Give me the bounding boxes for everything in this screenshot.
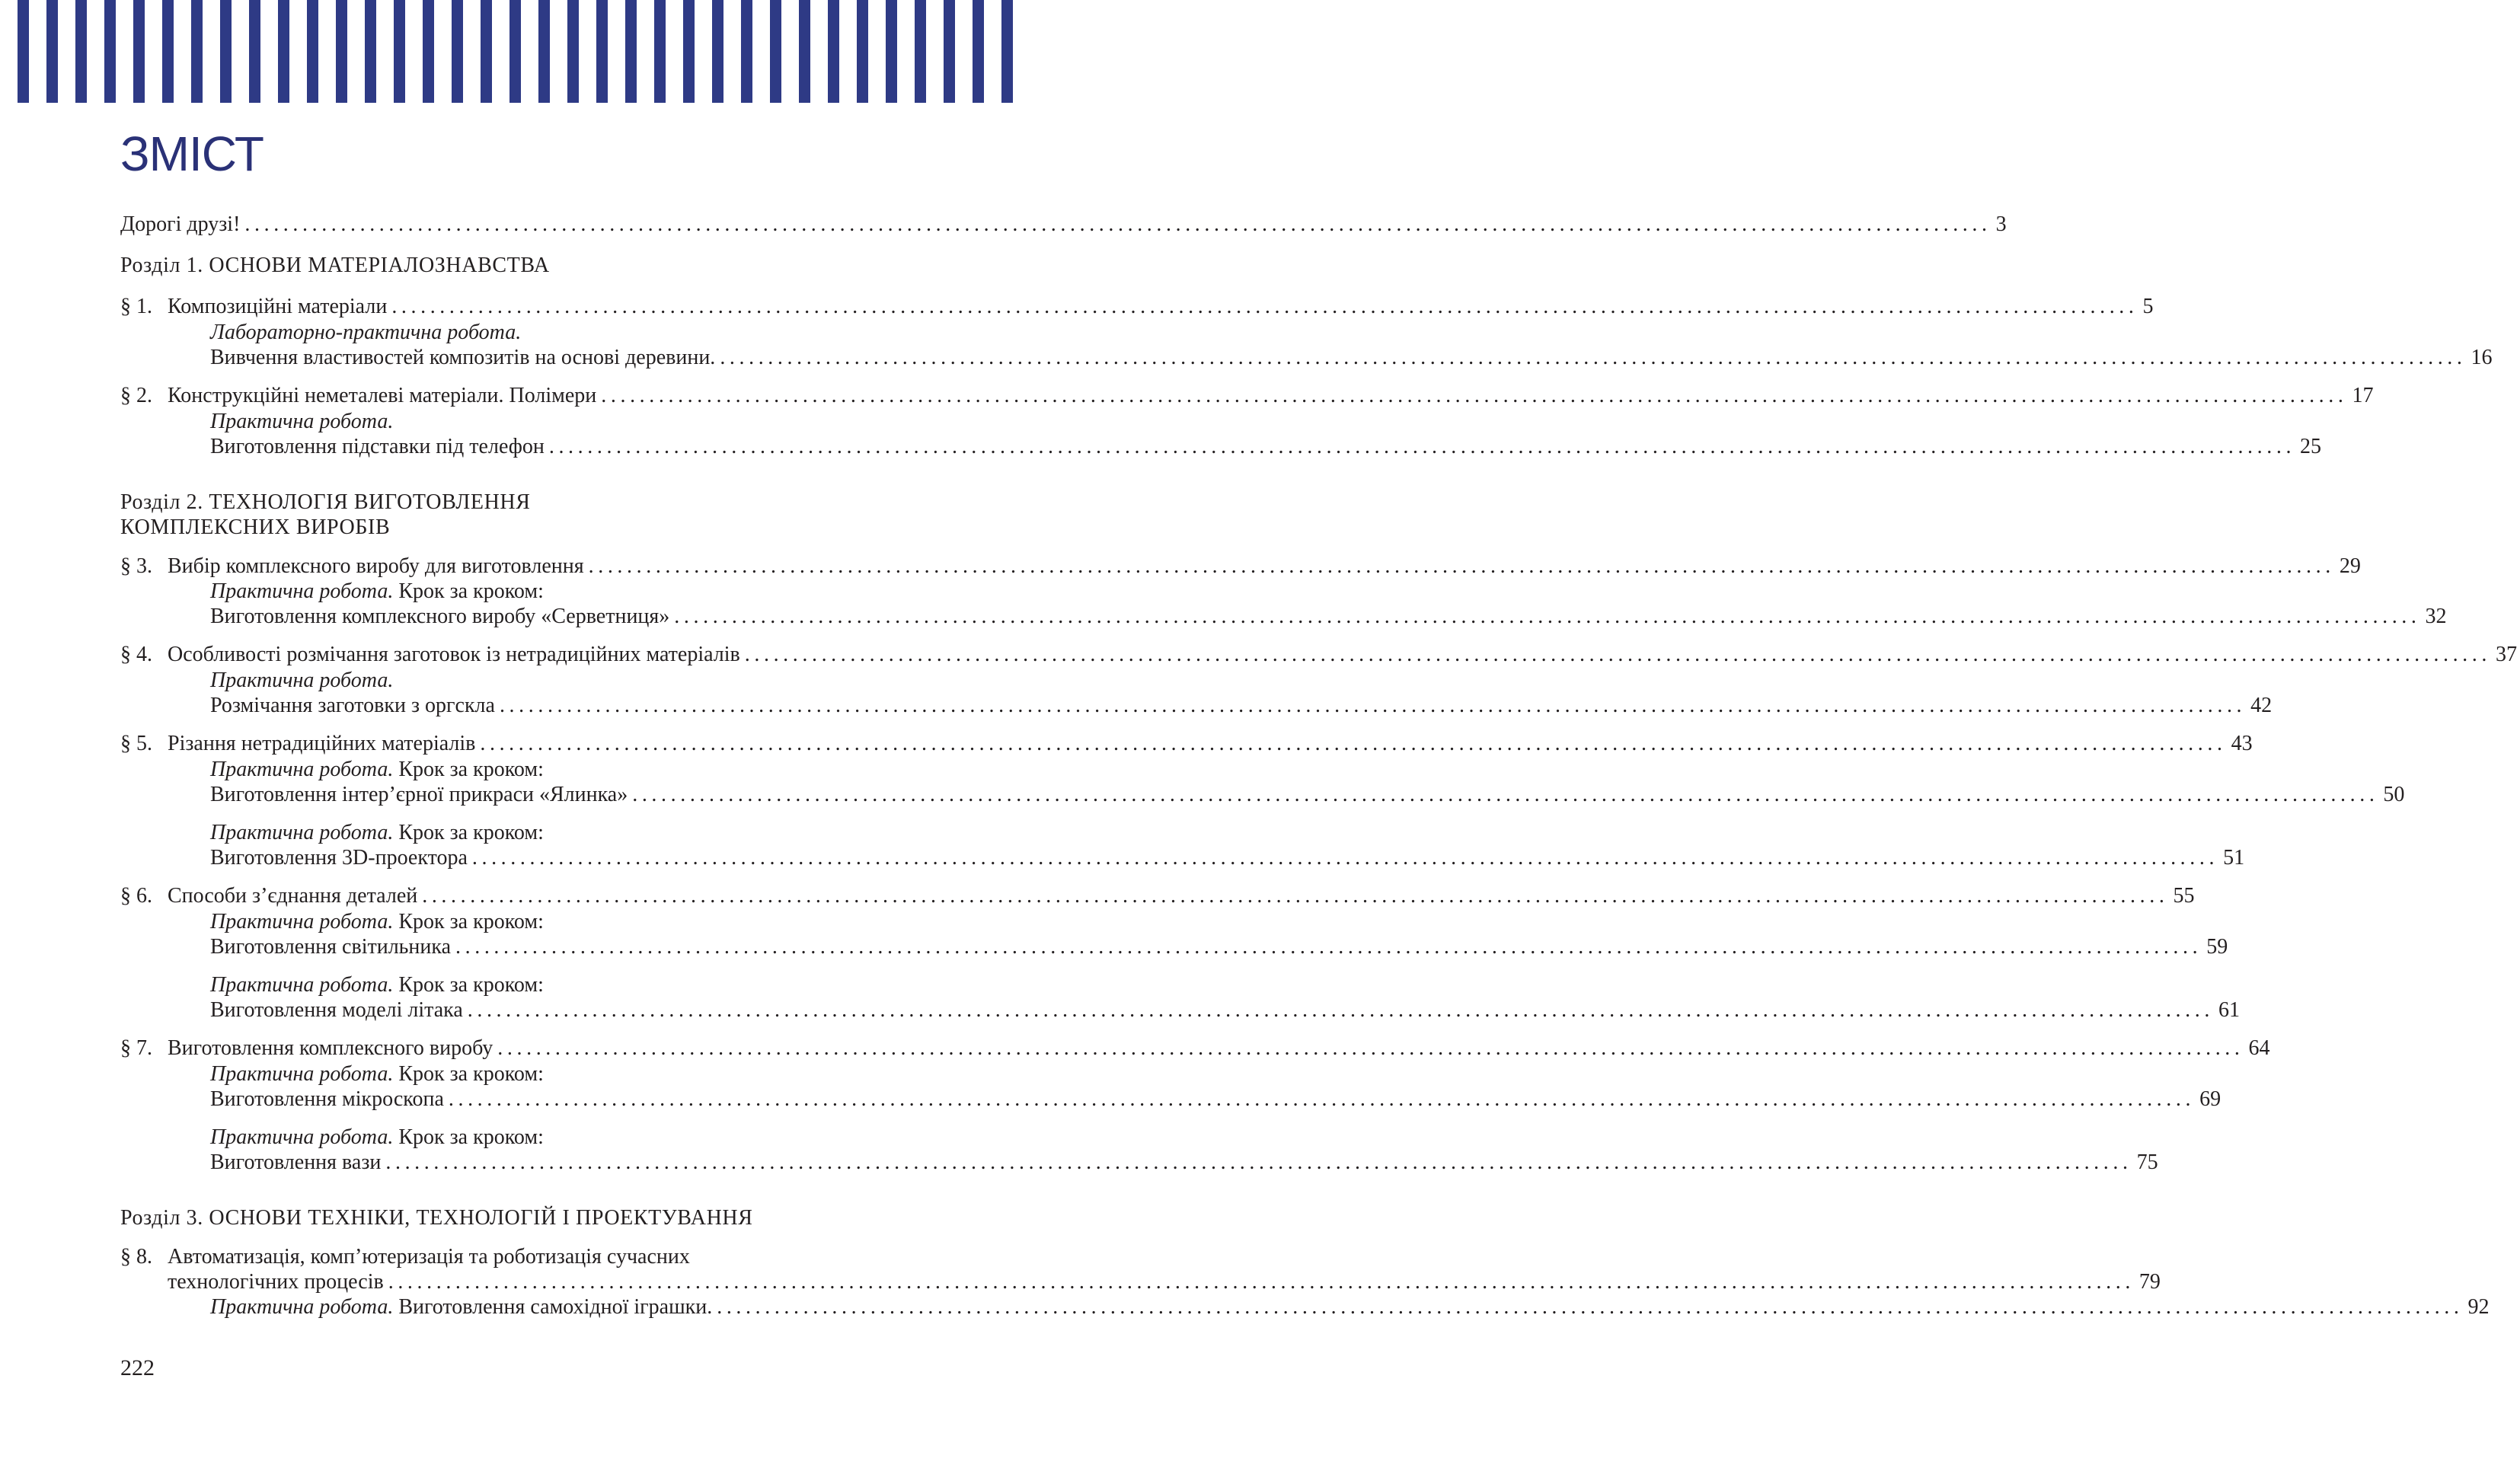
header-stripes	[0, 0, 1020, 103]
toc-work-label: Практична робота. Крок за кроком:	[210, 579, 544, 603]
toc-work-p3[interactable]: Виготовлення комплексного виробу «Серветниця» ...................................................................................................................................................................................... 32	[210, 605, 2447, 628]
toc-work-p8[interactable]: Практична робота. Виготовлення самохідної іграшки. ...................................................................................................................................................................................... 92	[210, 1295, 2490, 1319]
toc-work-p5-2[interactable]: Виготовлення 3D-проектора ...................................................................................................................................................................................... 51	[210, 846, 2245, 870]
toc-work-p6-1[interactable]: Виготовлення світильника ...................................................................................................................................................................................... 59	[210, 935, 2228, 959]
toc-work-label: Практична робота. Крок за кроком:	[210, 1062, 544, 1086]
section-heading-3: Розділ 3. ОСНОВИ ТЕХНІКИ, ТЕХНОЛОГІЙ І ПРОЕКТУВАННЯ	[120, 1206, 753, 1230]
page-title: ЗМІСТ	[120, 126, 264, 181]
section-heading-2-line1: Розділ 2. ТЕХНОЛОГІЯ ВИГОТОВЛЕННЯ	[120, 490, 531, 514]
toc-work-label: Практична робота. Крок за кроком:	[210, 821, 544, 844]
section-heading-2-line2: КОМПЛЕКСНИХ ВИРОБІВ	[120, 515, 391, 539]
toc-entry-intro[interactable]: Дорогі друзі! ...................................................................................................................................................................................... 3	[120, 212, 2007, 236]
toc-entry-p5[interactable]: § 5. Різання нетрадиційних матеріалів ...................................................................................................................................................................................... 43	[120, 732, 2253, 755]
toc-work-p6-2[interactable]: Виготовлення моделі літака ...................................................................................................................................................................................... 61	[210, 998, 2240, 1022]
toc-work-p7-2[interactable]: Виготовлення вази ...................................................................................................................................................................................... 75	[210, 1150, 2158, 1174]
toc-work-label: Практична робота. Крок за кроком:	[210, 910, 544, 933]
toc-work-label: Практична робота. Крок за кроком:	[210, 1125, 544, 1149]
toc-work-p7-1[interactable]: Виготовлення мікроскопа ...................................................................................................................................................................................... 69	[210, 1087, 2222, 1111]
toc-entry-p3[interactable]: § 3. Вибір комплексного виробу для виготовлення ...................................................................................................................................................................................... 29	[120, 554, 2361, 578]
toc-work-p5-1[interactable]: Виготовлення інтер’єрної прикраси «Ялинка» ...................................................................................................................................................................................... 50	[210, 783, 2405, 806]
toc-entry-p4[interactable]: § 4. Особливості розмічання заготовок із нетрадиційних матеріалів ...................................................................................................................................................................................... 37	[120, 643, 2517, 666]
toc-work-label: Практична робота. Крок за кроком:	[210, 758, 544, 781]
toc-entry-p8-line2[interactable]: технологічних процесів ...................................................................................................................................................................................... 79	[168, 1270, 2161, 1294]
toc-work-label: Практична робота. Крок за кроком:	[210, 973, 544, 997]
section-heading-1: Розділ 1. ОСНОВИ МАТЕРІАЛОЗНАВСТВА	[120, 254, 550, 277]
toc-entry-p8-line1[interactable]: § 8. Автоматизація, комп’ютеризація та роботизація сучасних	[120, 1245, 690, 1269]
page-number: 222	[120, 1355, 155, 1380]
toc-entry-p2[interactable]: § 2. Конструкційні неметалеві матеріали. Полімери ...................................................................................................................................................................................... 17	[120, 384, 2374, 407]
toc-entry-p7[interactable]: § 7. Виготовлення комплексного виробу ...................................................................................................................................................................................... 64	[120, 1036, 2270, 1060]
toc-work-p1[interactable]: Вивчення властивостей композитів на основі деревини. ...................................................................................................................................................................................... 16	[210, 346, 2493, 369]
toc-work-p4[interactable]: Розмічання заготовки з оргскла ...................................................................................................................................................................................... 42	[210, 694, 2273, 717]
toc-work-label: Практична робота.	[210, 669, 394, 692]
toc-work-label: Лабораторно-практична робота.	[210, 321, 522, 344]
toc-work-label: Практична робота.	[210, 410, 394, 433]
toc-entry-p1[interactable]: § 1. Композиційні матеріали ...................................................................................................................................................................................... 5	[120, 295, 2154, 318]
toc-entry-p6[interactable]: § 6. Способи з’єднання деталей ...................................................................................................................................................................................... 55	[120, 884, 2195, 908]
toc-work-p2[interactable]: Виготовлення підставки під телефон ...................................................................................................................................................................................... 25	[210, 435, 2322, 458]
